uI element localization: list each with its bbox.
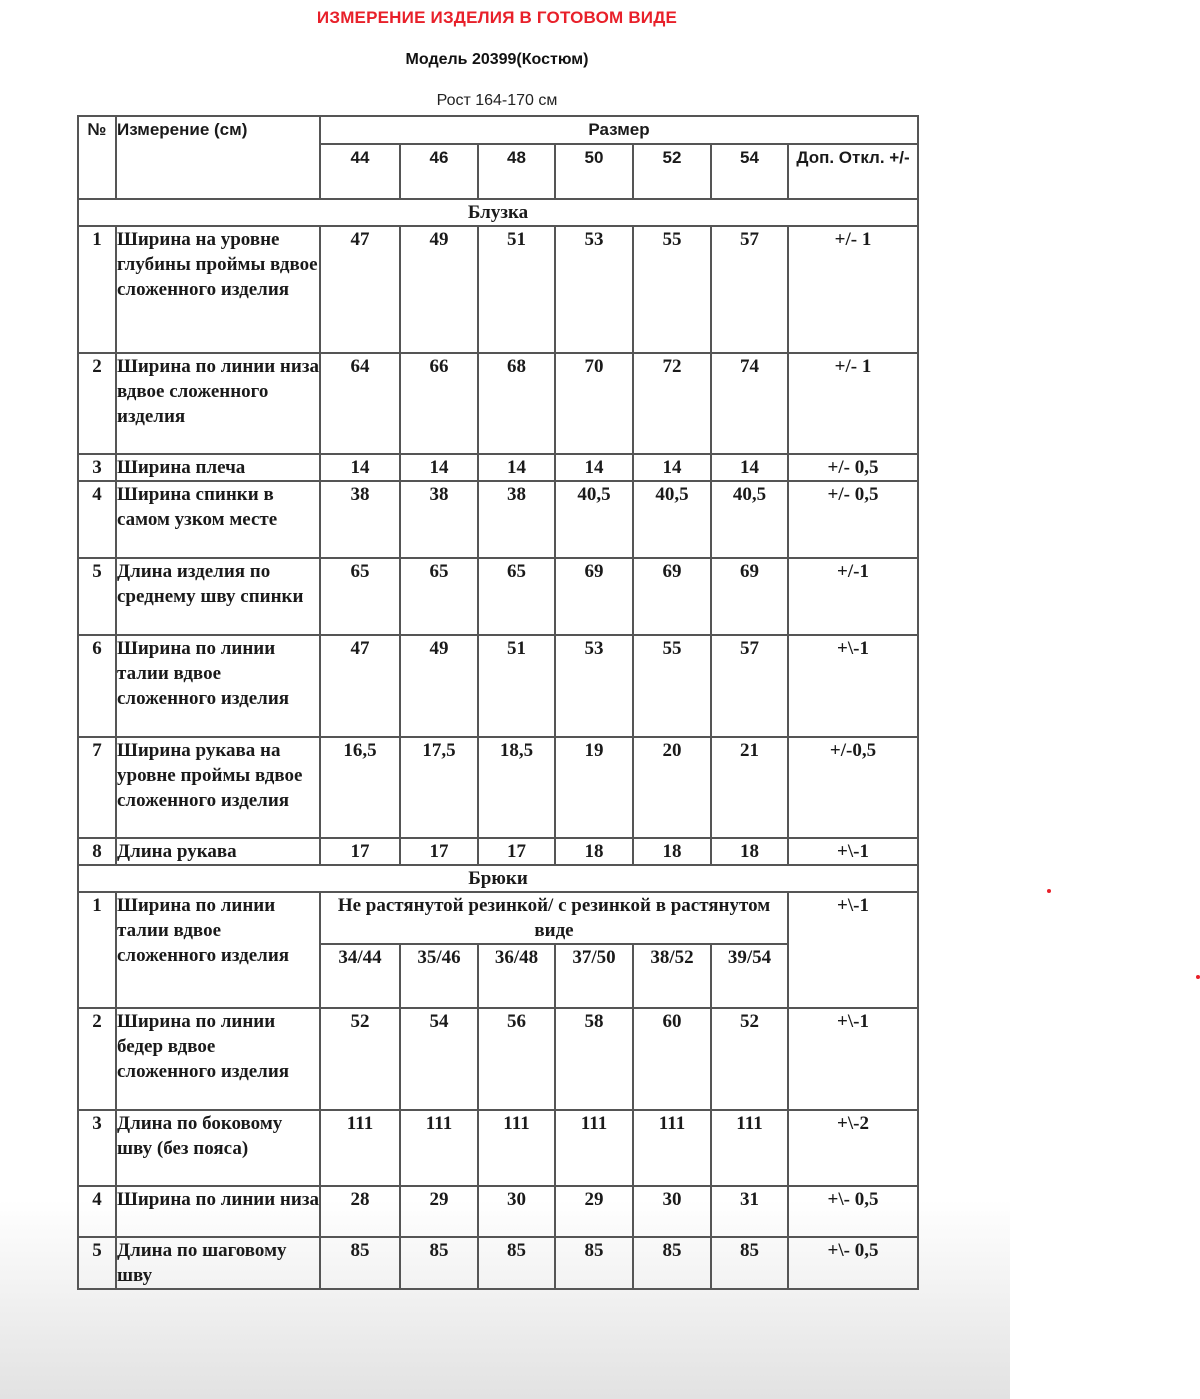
section-title: Блузка [78,199,918,226]
measurement-value: 52 [320,1008,400,1110]
measurement-value: 58 [555,1008,633,1110]
measurement-value: 111 [320,1110,400,1186]
measurement-value: 85 [711,1237,788,1289]
measurement-value: 57 [711,226,788,353]
measurement-value: 85 [400,1237,478,1289]
measurement-name: Длина рукава [116,838,320,865]
measurement-value: 18 [555,838,633,865]
measurement-value: 38/52 [633,944,711,1008]
table-row [78,558,918,635]
measurement-value: 38 [320,481,400,558]
section-title: Брюки [78,865,918,892]
measurement-value: 64 [320,353,400,454]
measurement-value: 28 [320,1186,400,1237]
table-row [78,1008,918,1110]
measurement-name: Ширина спинки в самом узком месте [116,481,320,558]
measurement-value: 34/44 [320,944,400,1008]
col-header-size: Размер [320,116,918,144]
measurement-value: 40,5 [633,481,711,558]
row-number: 7 [78,737,116,838]
tolerance-value: +\-1 [788,1008,918,1110]
measurement-value: 49 [400,635,478,737]
measurement-value: 65 [400,558,478,635]
measurement-value: 55 [633,226,711,353]
measurement-value: 20 [633,737,711,838]
measurement-value: 29 [400,1186,478,1237]
row-number: 5 [78,558,116,635]
table-row [78,635,918,737]
row-number: 2 [78,1008,116,1110]
table-row [78,481,918,558]
measurement-value: 16,5 [320,737,400,838]
col-header-measurement: Измерение (см) [116,116,320,199]
tolerance-value: +/-0,5 [788,737,918,838]
measurement-value: 40,5 [711,481,788,558]
measurement-value: 85 [478,1237,555,1289]
measurement-value: 69 [555,558,633,635]
tolerance-value: +\-1 [788,892,918,1008]
table-row [78,353,918,454]
measurement-value: 111 [400,1110,478,1186]
measurement-value: 17,5 [400,737,478,838]
height-label: Рост 164-170 см [436,92,558,109]
tolerance-value: +/- 0,5 [788,454,918,481]
red-dot-marker [1047,889,1051,893]
size-header: 52 [633,144,711,199]
measurement-value: 19 [555,737,633,838]
measurement-value: 14 [555,454,633,481]
measurement-value: 70 [555,353,633,454]
measurement-value: 111 [711,1110,788,1186]
table-row [78,1237,918,1289]
measurement-name: Ширина по линии талии вдвое сложенного изделия [116,635,320,737]
row-number: 8 [78,838,116,865]
row-number: 2 [78,353,116,454]
measurement-name: Ширина по линии низа [116,1186,320,1237]
measurement-value: 39/54 [711,944,788,1008]
row-number: 4 [78,1186,116,1237]
table-row [78,1186,918,1237]
row-number: 6 [78,635,116,737]
table-row [78,226,918,353]
measurement-value: 47 [320,226,400,353]
measurement-value: 111 [633,1110,711,1186]
measurement-value: 56 [478,1008,555,1110]
measurement-value: 53 [555,226,633,353]
measurement-value: 52 [711,1008,788,1110]
measurement-value: 36/48 [478,944,555,1008]
table-row [78,892,918,944]
measurement-value: 65 [478,558,555,635]
tolerance-value: +\-2 [788,1110,918,1186]
measurement-value: 14 [633,454,711,481]
measurement-value: 51 [478,635,555,737]
measurement-value: 65 [320,558,400,635]
measurement-value: 111 [555,1110,633,1186]
page-title: ИЗМЕРЕНИЕ ИЗДЕЛИЯ В ГОТОВОМ ВИДЕ [316,8,678,27]
row-number: 5 [78,1237,116,1289]
col-header-number: № [78,116,116,199]
measurement-name: Ширина плеча [116,454,320,481]
measurement-value: 38 [400,481,478,558]
measurement-value: 85 [633,1237,711,1289]
measurement-value: 17 [478,838,555,865]
size-header: 46 [400,144,478,199]
measurement-name: Ширина по линии бедер вдвое сложенного изделия [116,1008,320,1110]
row-number: 3 [78,1110,116,1186]
measurement-value: 72 [633,353,711,454]
measurement-table [77,115,919,1290]
measurement-name: Длина по шаговому шву [116,1237,320,1289]
row-number: 3 [78,454,116,481]
measurement-value: 111 [478,1110,555,1186]
measurement-name: Длина изделия по среднему шву спинки [116,558,320,635]
measurement-name: Ширина по линии талии вдвое сложенного изделия [116,892,320,1008]
measurement-value: 17 [400,838,478,865]
section-header-row [78,199,918,226]
table-row [78,838,918,865]
measurement-value: 14 [320,454,400,481]
table-row [78,1110,918,1186]
measurement-value: 85 [320,1237,400,1289]
measurement-value: 49 [400,226,478,353]
measurement-value: 38 [478,481,555,558]
row-number: 1 [78,226,116,353]
measurement-value: 69 [711,558,788,635]
measurement-value: 17 [320,838,400,865]
table-row [78,737,918,838]
model-label: Модель 20399(Костюм) [405,51,589,68]
measurement-value: 14 [400,454,478,481]
row-number: 4 [78,481,116,558]
measurement-value: 21 [711,737,788,838]
waist-note: Не растянутой резинкой/ с резинкой в растянутом виде [320,892,788,944]
tolerance-value: +\- 0,5 [788,1186,918,1237]
measurement-name: Ширина на уровне глубины проймы вдвое сложенного изделия [116,226,320,353]
row-number: 1 [78,892,116,1008]
measurement-value: 18 [711,838,788,865]
measurement-value: 66 [400,353,478,454]
tolerance-value: +\-1 [788,635,918,737]
size-header: 48 [478,144,555,199]
measurement-value: 40,5 [555,481,633,558]
measurement-value: 85 [555,1237,633,1289]
measurement-value: 47 [320,635,400,737]
measurement-name: Длина по боковому шву (без пояса) [116,1110,320,1186]
measurement-name: Ширина по линии низа вдвое сложенного изделия [116,353,320,454]
section-header-row [78,865,918,892]
tolerance-value: +\-1 [788,838,918,865]
measurement-name: Ширина рукава на уровне проймы вдвое сложенного изделия [116,737,320,838]
measurement-value: 69 [633,558,711,635]
measurement-value: 68 [478,353,555,454]
size-header: 44 [320,144,400,199]
measurement-value: 30 [633,1186,711,1237]
tolerance-value: +/- 0,5 [788,481,918,558]
measurement-value: 14 [478,454,555,481]
tolerance-value: +/- 1 [788,353,918,454]
measurement-value: 30 [478,1186,555,1237]
measurement-value: 53 [555,635,633,737]
measurement-value: 14 [711,454,788,481]
table-row [78,454,918,481]
measurement-value: 29 [555,1186,633,1237]
red-dot-marker [1196,975,1200,979]
measurement-value: 51 [478,226,555,353]
tolerance-value: +/- 1 [788,226,918,353]
size-header: 54 [711,144,788,199]
measurement-value: 35/46 [400,944,478,1008]
measurement-value: 60 [633,1008,711,1110]
col-header-tolerance: Доп. Откл. +/- [788,144,918,199]
header-row [78,116,918,144]
measurement-value: 18,5 [478,737,555,838]
tolerance-value: +\- 0,5 [788,1237,918,1289]
measurement-value: 57 [711,635,788,737]
measurement-value: 18 [633,838,711,865]
measurement-value: 31 [711,1186,788,1237]
measurement-value: 74 [711,353,788,454]
tolerance-value: +/-1 [788,558,918,635]
measurement-value: 55 [633,635,711,737]
measurement-value: 37/50 [555,944,633,1008]
size-header: 50 [555,144,633,199]
measurement-value: 54 [400,1008,478,1110]
